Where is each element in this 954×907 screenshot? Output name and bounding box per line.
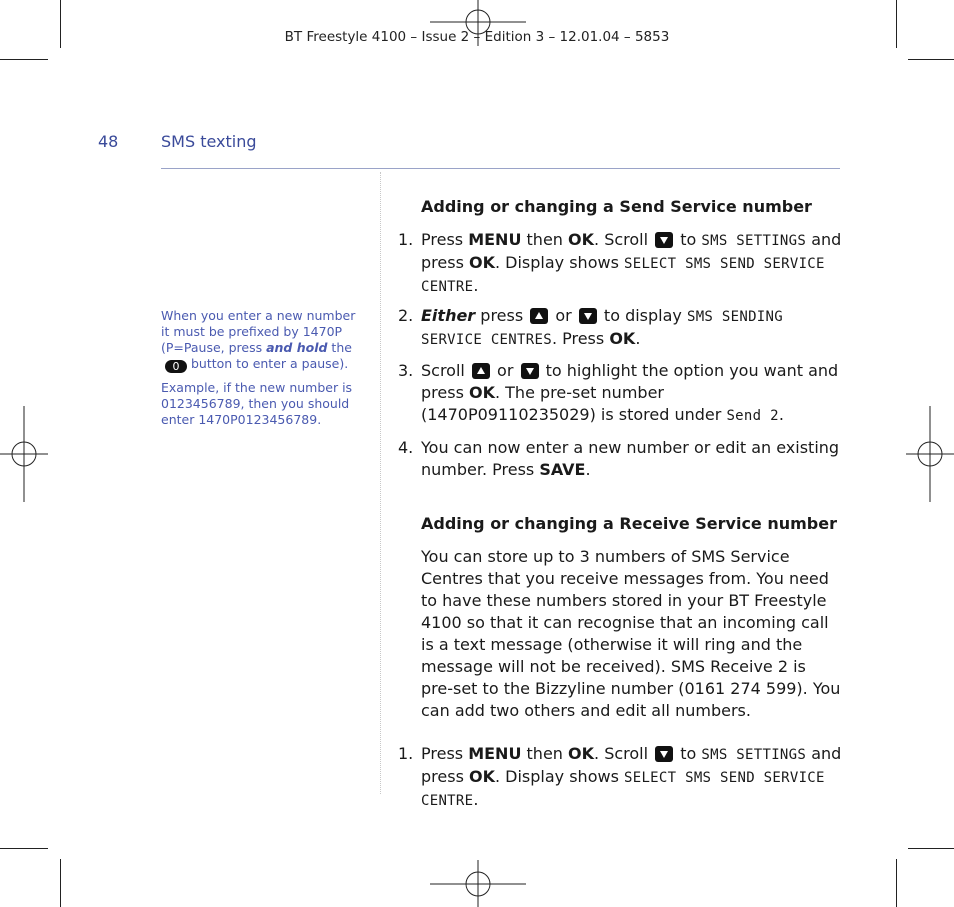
- receive-heading: Adding or changing a Receive Service number: [421, 514, 837, 533]
- column-divider: [380, 172, 381, 794]
- down-arrow-icon: [655, 746, 673, 762]
- registration-mark-bottom: [430, 860, 526, 907]
- section-title: SMS texting: [161, 132, 257, 151]
- registration-mark-left: [0, 406, 48, 502]
- sidebar-note-prefix: [161, 308, 361, 373]
- registration-mark-right: [906, 406, 954, 502]
- crop-mark: [0, 848, 48, 849]
- up-arrow-icon: [530, 308, 548, 324]
- crop-mark: [896, 859, 897, 907]
- page-number: 48: [98, 132, 119, 151]
- zero-key-icon: 0: [165, 360, 187, 373]
- crop-mark: [908, 59, 954, 60]
- crop-mark: [0, 59, 48, 60]
- crop-mark: [908, 848, 954, 849]
- receive-paragraph: You can store up to 3 numbers of SMS Service Centres that you receive messages from. You need to have these numbers stored in your BT Freestyle 4100 so that it can recognise that an incoming call is a text message (otherwise it will ring and the message will not be received). SMS Receive 2 is pre-set to the Bizzyline number (0161 274 599). You can add two others and edit all numbers.: [421, 547, 841, 720]
- header-rule: [161, 168, 840, 169]
- running-head: BT Freestyle 4100 – Issue 2 – Edition 3 – 12.01.04 – 5853: [284, 29, 670, 45]
- down-arrow-icon: [579, 308, 597, 324]
- up-arrow-icon: [472, 363, 490, 379]
- down-arrow-icon: [655, 232, 673, 248]
- send-heading: Adding or changing a Send Service number: [421, 197, 812, 216]
- note-text: When you enter a new number it must be prefixed by 1470P (P=Pause, press and hold the 0 button to enter a pause).: [161, 308, 356, 373]
- sidebar-note-example: Example, if the new number is 0123456789, then you should enter 1470P0123456789.: [161, 380, 353, 427]
- down-arrow-icon: [521, 363, 539, 379]
- crop-mark: [60, 859, 61, 907]
